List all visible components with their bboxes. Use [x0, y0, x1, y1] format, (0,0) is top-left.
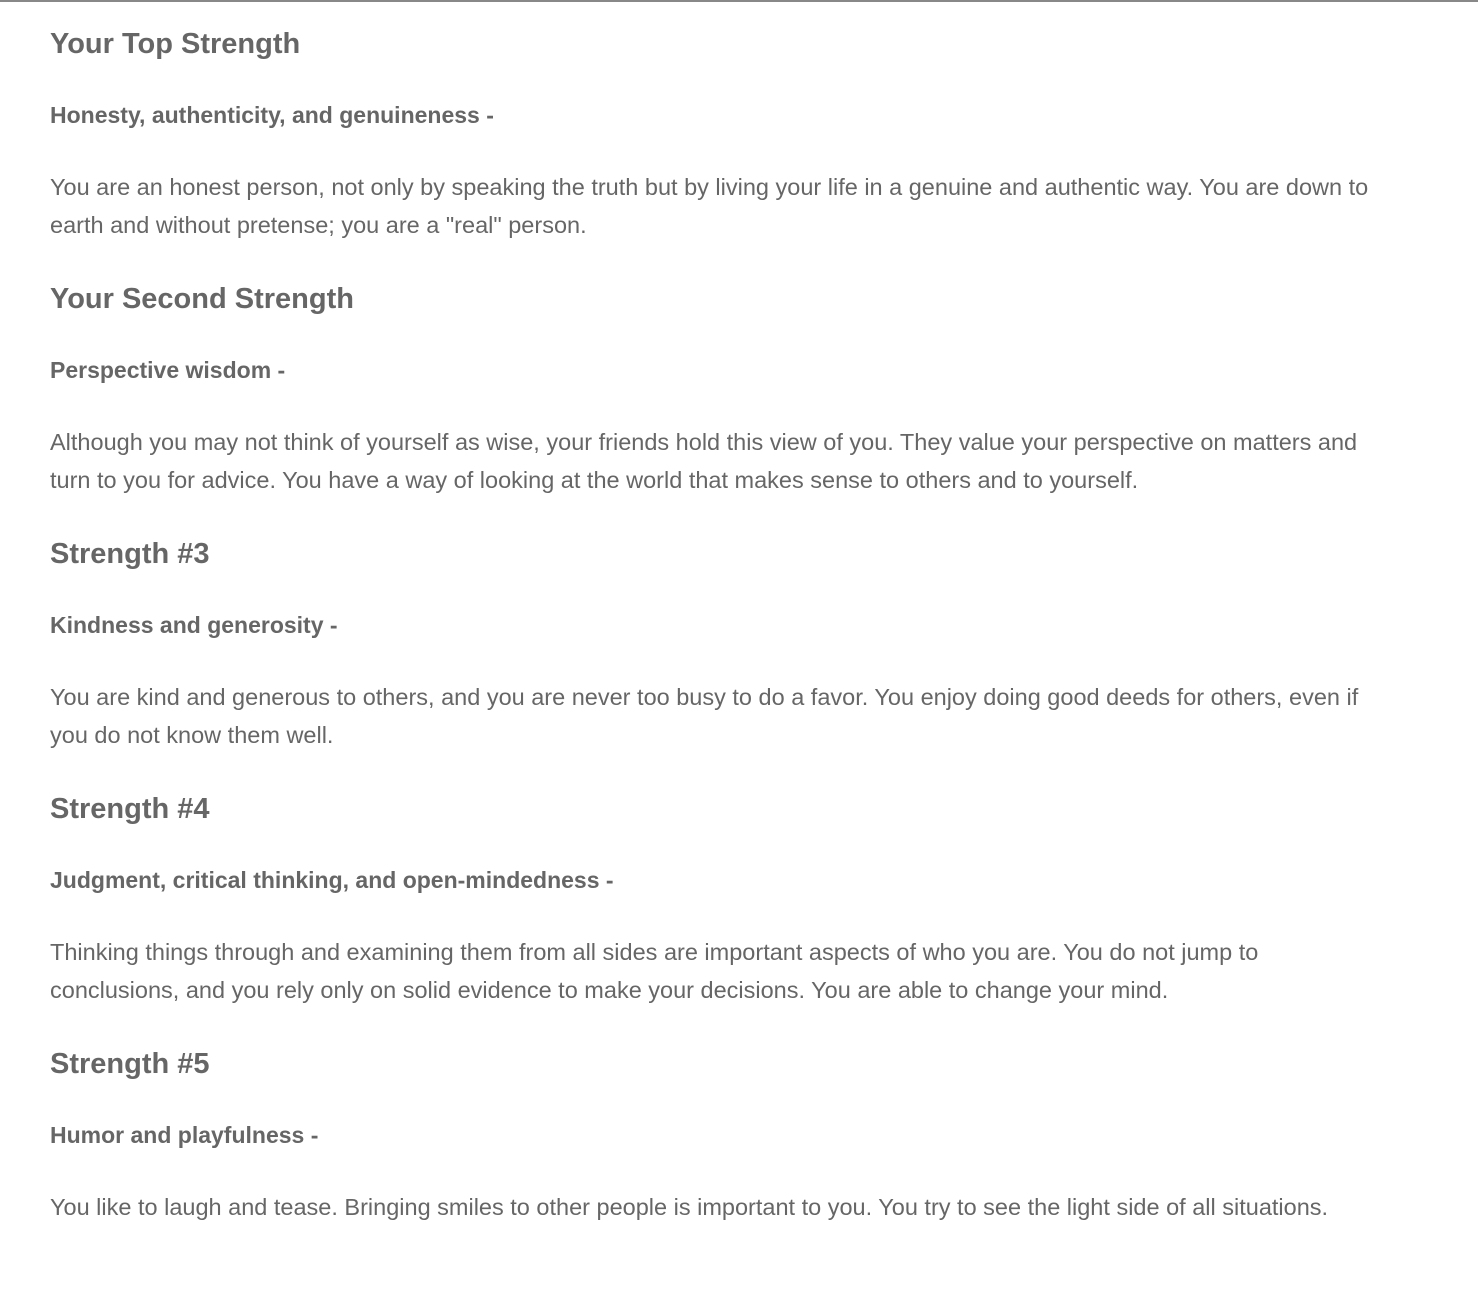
section-heading: Your Top Strength	[50, 28, 301, 60]
strength-section-5	[50, 1009, 1388, 1226]
strength-title: Kindness and generosity -	[50, 612, 338, 638]
section-heading: Strength #3	[50, 538, 210, 570]
strength-title: Humor and playfulness -	[50, 1122, 319, 1148]
strength-description: Thinking things through and examining them from all sides are important aspects of who you are. You do not jump to conclusions, and you rely only on solid evidence to make your decisions. You are able to change your mind.	[50, 939, 1259, 1003]
section-heading: Strength #5	[50, 1048, 210, 1080]
section-heading: Strength #4	[50, 793, 210, 825]
strength-description: You are kind and generous to others, and you are never too busy to do a favor. You enjoy doing good deeds for others, even if you do not know them well.	[50, 684, 1359, 748]
strength-title: Perspective wisdom -	[50, 357, 286, 383]
strength-title: Honesty, authenticity, and genuineness -	[50, 102, 494, 128]
strength-title: Judgment, critical thinking, and open-mindedness -	[50, 867, 614, 893]
strength-section-1	[50, 2, 1388, 244]
strength-description: You are an honest person, not only by speaking the truth but by living your life in a genuine and authentic way. You are down to earth and without pretense; you are a "real" person.	[50, 174, 1369, 238]
strengths-document	[0, 2, 1478, 1226]
strength-section-2	[50, 244, 1388, 499]
strength-description: You like to laugh and tease. Bringing smiles to other people is important to you. You try to see the light side of all situations.	[50, 1194, 1329, 1220]
section-heading: Your Second Strength	[50, 283, 354, 315]
strength-section-3	[50, 499, 1388, 754]
strength-section-4	[50, 754, 1388, 1009]
strength-description: Although you may not think of yourself as wise, your friends hold this view of you. They value your perspective on matters and turn to you for advice. You have a way of looking at the world that makes sense to others and to yourself.	[50, 429, 1358, 493]
